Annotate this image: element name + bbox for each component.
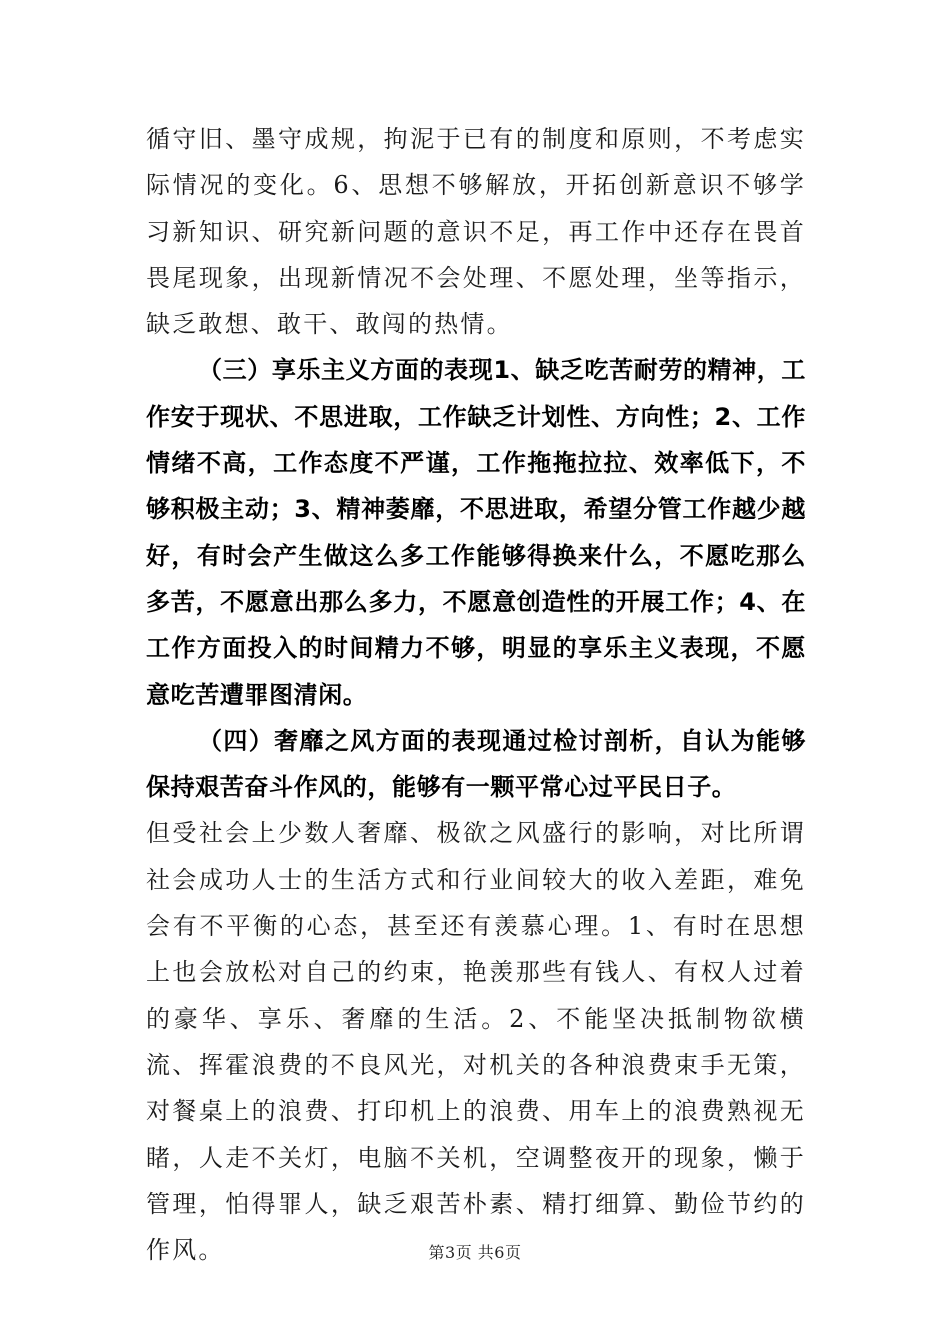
paragraph-continued: 循守旧、墨守成规，拘泥于已有的制度和原则，不考虑实际情况的变化。6、思想不够解放，开拓创新意识不够学习新知识、研究新问题的意识不足，再工作中还存在畏首畏尾现象，出现新情况不会处理、不愿处理，坐等指示，缺乏敢想、敢干、敢闯的热情。 — [146, 125, 806, 339]
document-body — [146, 116, 806, 1273]
paragraph-extravagance-body: 但受社会上少数人奢靡、极欲之风盛行的影响，对比所谓社会成功人士的生活方式和行业间较大的收入差距，难免会有不平衡的心态，甚至还有羡慕心理。1、有时在思想上也会放松对自己的约束，艳羡那些有钱人、有权人过着的豪华、享乐、奢靡的生活。2、不能坚决抵制物欲横流、挥霍浪费的不良风光，对机关的各种浪费束手无策，对餐桌上的浪费、打印机上的浪费、用车上的浪费熟视无睹，人走不关灯，电脑不关机，空调整夜开的现象，懒于管理，怕得罪人，缺乏艰苦朴素、精打细算、勤俭节约的作风。 — [146, 819, 806, 1265]
paragraph-extravagance — [146, 718, 806, 1274]
paragraph-hedonism: （三）享乐主义方面的表现1、缺乏吃苦耐劳的精神，工作安于现状、不思进取，工作缺乏计划性、方向性；2、工作情绪不高，工作态度不严谨，工作拖拖拉拉、效率低下，不够积极主动；3、精神萎靡，不思进取，希望分管工作越少越好，有时会产生做这么多工作能够得换来什么，不愿吃那么多苦，不愿意出那么多力，不愿意创造性的开展工作；4、在工作方面投入的时间精力不够，明显的享乐主义表现，不愿意吃苦遭罪图清闲。 — [146, 356, 806, 709]
paragraph-extravagance-bold: （四）奢靡之风方面的表现通过检讨剖析，自认为能够保持艰苦奋斗作风的，能够有一颗平常心过平民日子。 — [146, 726, 806, 802]
page-number-footer: 第3页 共6页 — [428, 1243, 522, 1262]
